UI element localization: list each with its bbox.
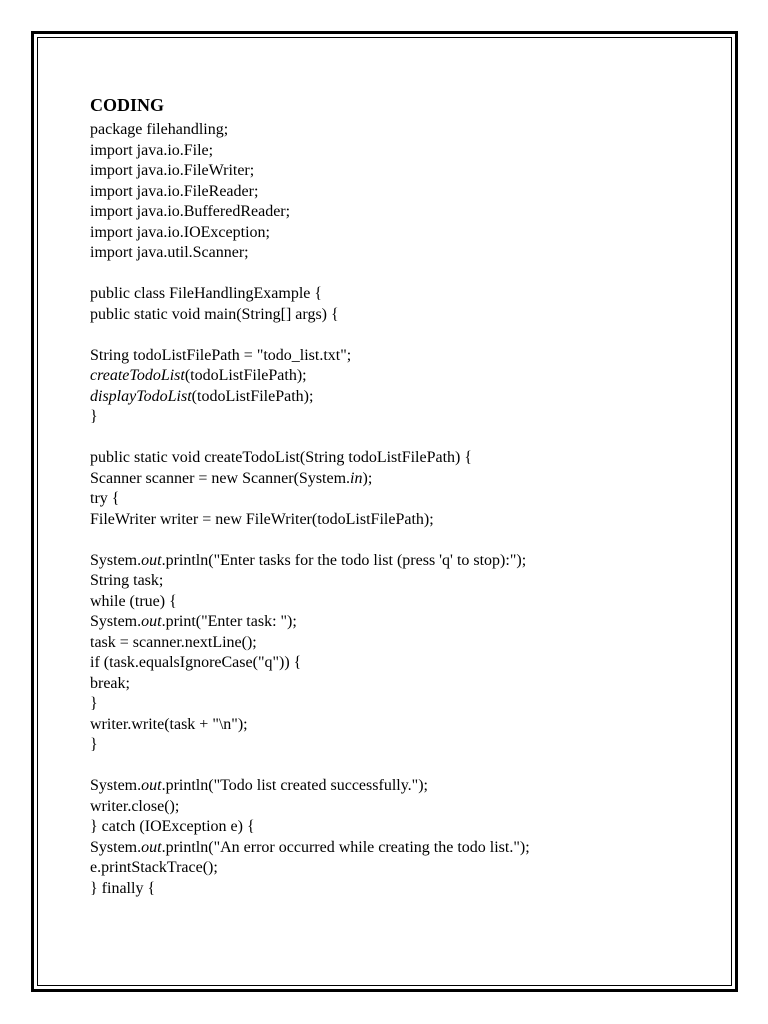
code-line [90, 817, 710, 838]
blank-line [90, 264, 710, 285]
code-italic-segment: out [141, 551, 162, 569]
code-segment: System. [90, 551, 142, 569]
code-segment: public static void createTodoList(String todoListFilePath) { [90, 449, 473, 466]
code-line [90, 633, 710, 654]
code-line [90, 223, 710, 244]
code-segment: System. [90, 613, 142, 630]
section-heading: CODING [90, 95, 165, 115]
code-italic-segment: displayTodoList [90, 387, 192, 405]
blank-line [90, 325, 710, 346]
code-line [90, 776, 710, 797]
code-segment: while (true) { [90, 592, 177, 610]
code-line [90, 858, 710, 879]
code-segment: public static void main(String[] args) { [90, 305, 339, 323]
code-segment: .println("Enter tasks for the todo list (press 'q' to stop):"); [161, 551, 527, 569]
code-line [90, 448, 710, 469]
code-italic-segment: createTodoList [90, 367, 185, 384]
code-segment: ); [362, 469, 373, 487]
code-line [90, 120, 710, 141]
code-line [90, 797, 710, 818]
code-segment: writer.write(task + "\n"); [90, 715, 248, 733]
blank-line [90, 428, 710, 449]
code-line [90, 735, 710, 756]
code-line [90, 469, 710, 490]
document-body [90, 92, 710, 899]
code-segment: try { [90, 490, 120, 507]
code-segment: .println("An error occurred while creating the todo list."); [161, 838, 530, 856]
code-line [90, 305, 710, 326]
code-segment: import java.util.Scanner; [90, 244, 249, 261]
code-italic-segment: out [141, 838, 162, 856]
code-listing [90, 120, 710, 899]
code-line [90, 551, 710, 572]
code-line [90, 489, 710, 510]
code-segment: import java.io.BufferedReader; [90, 203, 291, 220]
blank-line [90, 530, 710, 551]
code-line [90, 366, 710, 387]
code-segment: String task; [90, 572, 164, 589]
code-segment: import java.io.IOException; [90, 223, 270, 241]
code-italic-segment: out [141, 777, 162, 794]
code-segment: System. [90, 838, 142, 856]
code-line [90, 243, 710, 264]
code-segment: package filehandling; [90, 121, 229, 138]
code-line [90, 653, 710, 674]
code-segment: .print("Enter task: "); [161, 613, 297, 630]
code-line [90, 694, 710, 715]
code-segment: public class FileHandlingExample { [90, 285, 323, 302]
code-segment: } catch (IOException e) { [90, 818, 255, 835]
code-segment: if (task.equalsIgnoreCase("q")) { [90, 654, 302, 671]
code-italic-segment: in [350, 469, 363, 487]
code-line [90, 571, 710, 592]
code-line [90, 141, 710, 162]
code-line [90, 612, 710, 633]
code-segment: import java.io.FileWriter; [90, 162, 255, 179]
code-italic-segment: out [141, 613, 162, 630]
code-segment: } [90, 736, 98, 753]
code-segment: Scanner scanner = new Scanner(System. [90, 469, 351, 487]
code-line [90, 346, 710, 367]
code-line [90, 674, 710, 695]
code-segment: } [90, 408, 98, 425]
code-segment: e.printStackTrace(); [90, 859, 218, 876]
code-segment: FileWriter writer = new FileWriter(todoListFilePath); [90, 510, 434, 528]
code-segment: } [90, 695, 98, 712]
blank-line [90, 756, 710, 777]
code-line [90, 284, 710, 305]
code-segment: } finally { [90, 879, 156, 897]
code-line [90, 592, 710, 613]
code-segment: break; [90, 674, 130, 692]
code-line [90, 202, 710, 223]
code-segment: (todoListFilePath); [184, 367, 307, 384]
code-segment: writer.close(); [90, 797, 180, 815]
code-line [90, 387, 710, 408]
code-segment: task = scanner.nextLine(); [90, 633, 257, 651]
code-line [90, 182, 710, 203]
code-segment: .println("Todo list created successfully."); [161, 777, 428, 794]
code-line [90, 715, 710, 736]
code-segment: (todoListFilePath); [191, 387, 314, 405]
code-line [90, 510, 710, 531]
code-line [90, 407, 710, 428]
code-segment: System. [90, 777, 142, 794]
code-line [90, 879, 710, 900]
code-line [90, 838, 710, 859]
code-segment: String todoListFilePath = "todo_list.txt"; [90, 346, 352, 364]
code-segment: import java.io.FileReader; [90, 182, 259, 200]
code-segment: import java.io.File; [90, 141, 214, 159]
code-line [90, 161, 710, 182]
